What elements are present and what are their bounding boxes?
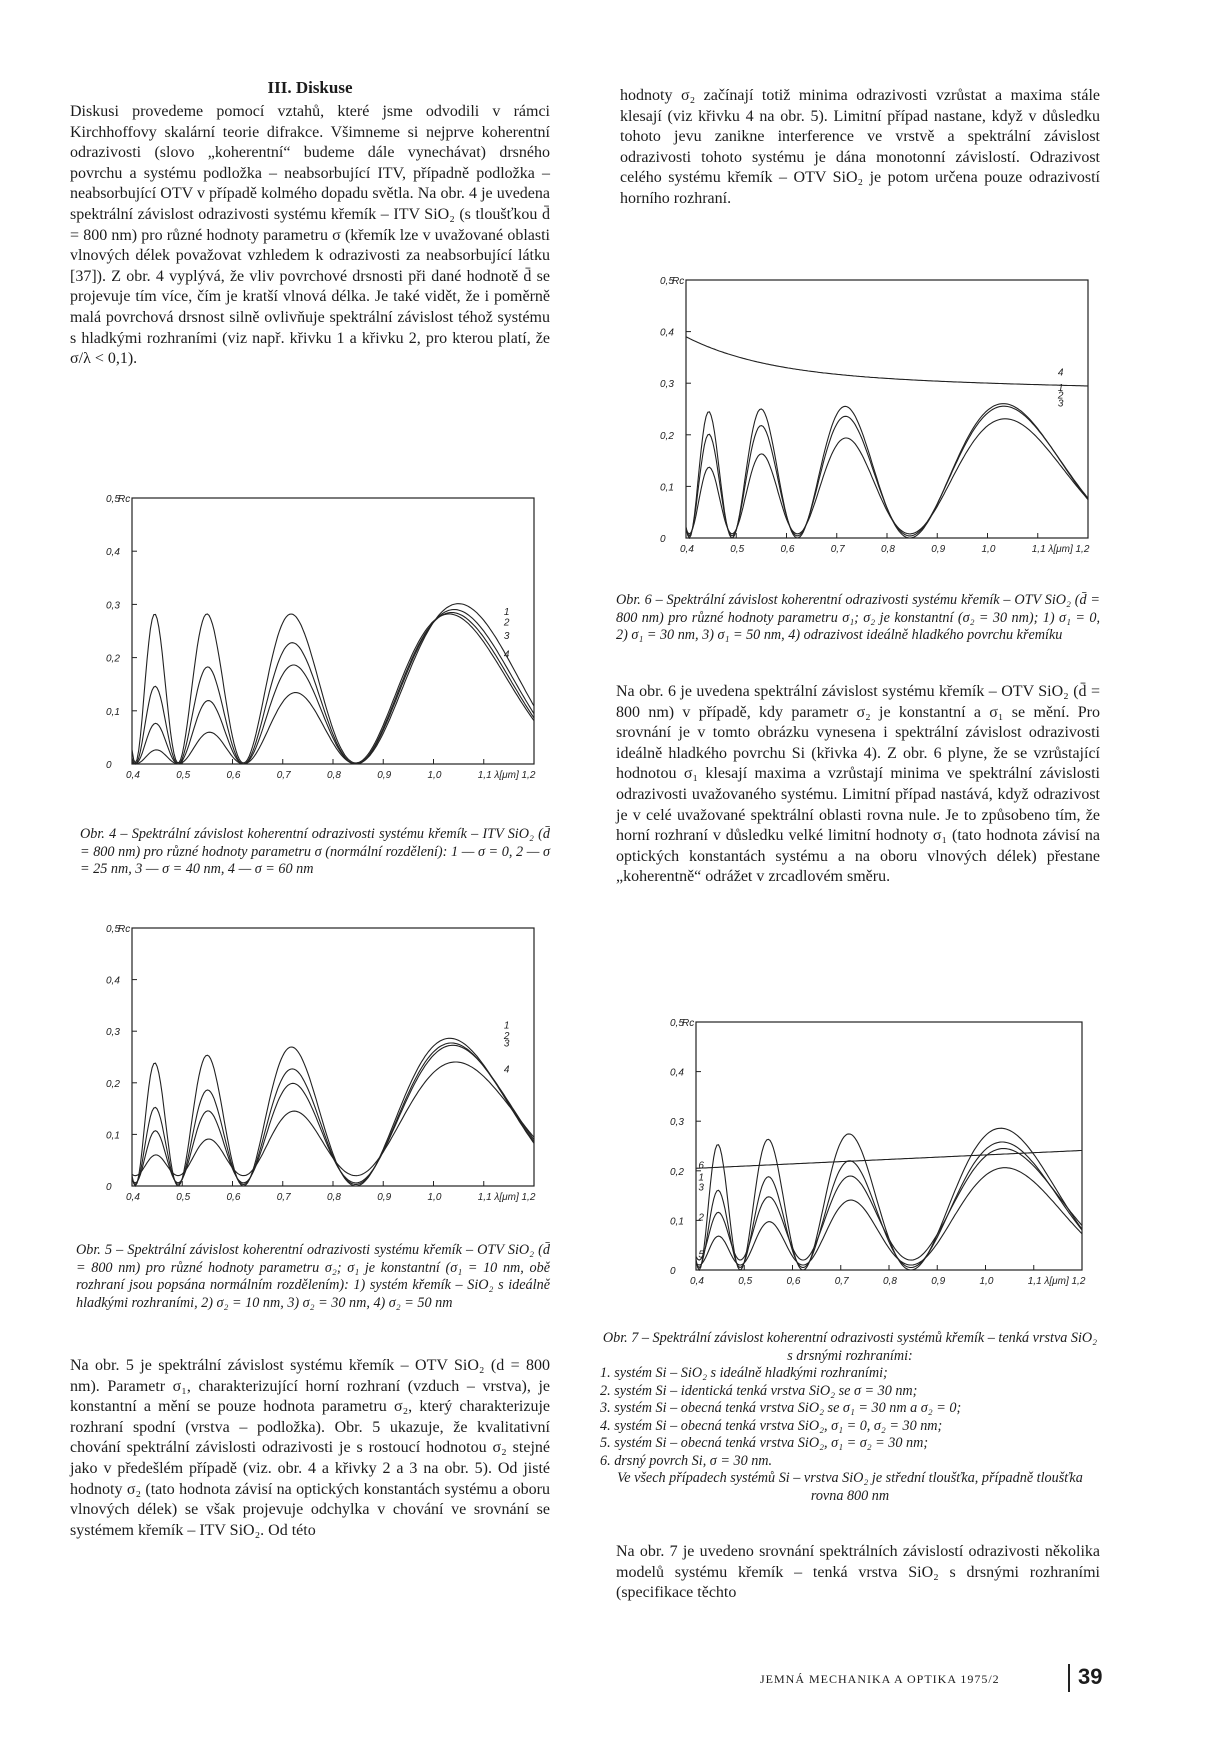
list-item: 6. drsný povrch Si, σ = 30 nm. bbox=[600, 1452, 773, 1469]
series-label: 2 bbox=[503, 617, 510, 629]
x-tick-label: 1,0 bbox=[427, 770, 442, 781]
figure-7-note: Ve všech případech systémů Si – vrstva SiO₂ je střední tloušťka, případně tloušťka rovna 800 nm bbox=[617, 1470, 1083, 1504]
x-tick-label: 0,7 bbox=[834, 1276, 849, 1287]
list-item: 4. systém Si – obecná tenká vrstva SiO₂, σ₁ = 0, σ₂ = 30 nm; bbox=[600, 1417, 943, 1434]
list-item: 5. systém Si – obecná tenká vrstva SiO₂, σ₁ = σ₂ = 30 nm; bbox=[600, 1435, 929, 1451]
series-curve bbox=[696, 1168, 1082, 1265]
figure-5-caption-box bbox=[76, 1242, 550, 1312]
figure-7-caption-title: Obr. 7 – Spektrální závislost koherentní odrazivosti systémů křemík – tenká vrstva SiO₂ s drsnými rozhraními: bbox=[602, 1330, 1098, 1364]
left-text-2 bbox=[70, 1356, 550, 1541]
left-text-1 bbox=[70, 102, 550, 370]
y-tick-label: 0,5 bbox=[106, 924, 120, 935]
figure-7-caption-box bbox=[600, 1330, 1100, 1505]
y-tick-label: 0,4 bbox=[660, 327, 674, 339]
y-tick-label: 0,4 bbox=[106, 975, 120, 987]
y-tick-label: 0 bbox=[670, 1266, 676, 1277]
series-curve bbox=[686, 404, 1088, 538]
y-tick-label: 0,1 bbox=[106, 1130, 120, 1142]
series-label: 2 bbox=[503, 1030, 510, 1042]
x-tick-label: 0,4 bbox=[126, 1192, 140, 1203]
figure-7-list bbox=[600, 1365, 1100, 1470]
y-axis-label: Rc bbox=[118, 924, 131, 935]
plot-frame bbox=[686, 280, 1088, 538]
page-number: 39 bbox=[1078, 1664, 1103, 1689]
list-item: 3. systém Si – obecná tenká vrstva SiO₂ se σ₁ = 30 nm a σ₂ = 0; bbox=[600, 1400, 962, 1416]
x-tick-label: 0,9 bbox=[931, 1276, 946, 1287]
section-heading: III. Diskuse bbox=[267, 78, 353, 97]
x-tick-label: 1,1 λ[μm] 1,2 bbox=[477, 770, 536, 781]
y-tick-label: 0,2 bbox=[660, 430, 674, 442]
x-tick-label: 0,9 bbox=[931, 544, 946, 555]
y-tick-label: 0,5 bbox=[106, 494, 120, 505]
x-tick-label: 1,0 bbox=[979, 1276, 994, 1287]
series-label: 1 bbox=[503, 607, 510, 619]
journal-footer: JEMNÁ MECHANIKA A OPTIKA 1975/2 bbox=[760, 1672, 1000, 1686]
figure-7-chart bbox=[656, 1010, 1100, 1300]
figure-5-caption: Obr. 5 – Spektrální závislost koherentní odrazivosti systému křemík – OTV SiO₂ (d̄ = 800 nm) pro různé hodnoty parametru σ₂; σ₁ je konstantní (σ₁ = 10 nm, obě rozhraní jsou popsána normálním rozdělením): 1) systém křemík – SiO₂ s ideálně hladkými rozhraními, 2) σ₂ = 10 nm, 3) σ₂ = 30 nm, 4) σ₂ = 50 nm bbox=[76, 1242, 550, 1311]
x-tick-label: 1,1 λ[μm] 1,2 bbox=[1027, 1276, 1086, 1287]
series-curve bbox=[132, 614, 534, 763]
series-label: 4 bbox=[503, 1064, 510, 1076]
paragraph: Na obr. 5 je spektrální závislost systému křemík – OTV SiO₂ (d = 800 nm). Parametr σ₁, charakterizující horní rozhraní (vzduch – vrstva), je konstantní a mění se pouze hodnota parametru σ₂, který charakterizuje rozhraní spodní (vrstva – podložka). Obr. 5 ukazuje, že kvalitativní chování spektrální závislosti odrazivosti je s rostoucí hodnotou σ₂ stejné jako v předešlém případě (viz. obr. 4 a křivky 2 a 3 na obr. 5). Od jisté hodnoty σ₂ (tato hodnota závisí na optických konstantách systému a oboru vlnových délek) se však projevuje odchylka v chování ve srovnání se systémem křemík – ITV SiO₂. Od této bbox=[70, 1357, 550, 1539]
right-text-2 bbox=[616, 682, 1100, 888]
x-tick-label: 0,6 bbox=[780, 544, 795, 555]
y-tick-label: 0,3 bbox=[660, 379, 674, 391]
paragraph: Diskusi provedeme pomocí vztahů, které jsme odvodili v rámci Kirchhoffovy skalární teorie difrakce. Všimneme si nejprve koherentní odrazivosti (slovo „koherentní“ budeme dále vynechávat) drsného povrchu a systému podložka – neabsorbující ITV, případně podložka – neabsorbující OTV v případě kolmého dopadu světla. Na obr. 4 je uvedena spektrální závislost odrazivosti systému křemík – ITV SiO₂ (s tloušťkou d̄ = 800 nm) pro různé hodnoty parametru σ (křemík lze v uvažované oblasti vlnových délek považovat vzhledem k odrazivosti za neabsorbující látku [37]). Z obr. 4 vyplývá, že vliv povrchové drsnosti při dané hodnotě d̄ se projevuje tím více, čím je kratší vlnová délka. Je také vidět, že i poměrně malá povrchová drsnost silně ovlivňuje spektrální závislost téhož systému s hladkými rozhraními (viz např. křivku 1 a křivku 2, pro kterou platí, že σ/λ < 0,1). bbox=[70, 103, 550, 368]
figure-7 bbox=[656, 1010, 1100, 1300]
paragraph: hodnoty σ₂ začínají totiž minima odrazivosti vzrůstat a maxima stále klesají (viz křivku 4 na obr. 5). Limitní případ nastane, když v důsledku tohoto jevu zanikne interference ve vrstvě a spektrální závislost odrazivosti tohoto systému je dána monotonní závislostí. Odrazivost celého systému křemík – OTV SiO₂ je potom určena pouze odrazivostí horního rozhraní. bbox=[620, 87, 1100, 207]
paragraph: Na obr. 6 je uvedena spektrální závislost systému křemík – OTV SiO₂ (d̄ = 800 nm) v případě, kdy parametr σ₂ je konstantní a σ₁ se mění. Pro srovnání je v tomto obrázku vynesena i spektrální závislost odrazivosti ideálně hladkého povrchu Si (křivka 4). Z obr. 6 plyne, že se vzrůstající hodnotou σ₁ klesají maxima a vzrůstají minima ve spektrální závislosti odrazivosti uvažovaného systému. Limitní případ nastává, když odrazivost je v celé uvažované spektrální oblasti rovna nule. Je to způsobeno tím, že horní rozhraní v důsledku velké limitní hodnoty σ₁ (tato hodnota závisí na optických konstantách systému a na oboru vlnových délek) přestane „koherentně“ odrážet v zrcadlovém směru. bbox=[616, 683, 1100, 886]
figure-6-caption: Obr. 6 – Spektrální závislost koherentní odrazivosti systému křemík – OTV SiO₂ (d̄ = 800 nm) pro různé hodnoty parametru σ₁; σ₂ je konstantní (σ₂ = 30 nm); 1) σ₁ = 0, 2) σ₁ = 30 nm, 3) σ₁ = 50 nm, 4) odrazivost ideálně hladkého povrchu křemíku bbox=[616, 592, 1100, 643]
figure-4 bbox=[92, 486, 552, 794]
series-label: 2 bbox=[1057, 390, 1064, 402]
y-tick-label: 0 bbox=[106, 1182, 112, 1193]
y-tick-label: 0 bbox=[660, 534, 666, 545]
series-label: 1 bbox=[503, 1020, 510, 1032]
series-label: 4 bbox=[1057, 367, 1064, 379]
y-tick-label: 0,2 bbox=[106, 1078, 120, 1090]
y-tick-label: 0,5 bbox=[670, 1018, 684, 1029]
y-tick-label: 0,5 bbox=[660, 276, 674, 287]
series-label: 6 bbox=[698, 1160, 704, 1172]
series-curve bbox=[132, 613, 534, 765]
y-axis-label: Rc bbox=[118, 494, 131, 505]
figure-4-caption-box bbox=[80, 826, 550, 879]
plot-frame bbox=[696, 1022, 1082, 1270]
x-tick-label: 0,5 bbox=[730, 544, 745, 555]
series-label: 2 bbox=[698, 1212, 704, 1224]
right-text-3 bbox=[616, 1542, 1100, 1604]
x-tick-label: 0,5 bbox=[176, 1192, 191, 1203]
series-label: 5 bbox=[698, 1249, 704, 1261]
figure-6-chart bbox=[646, 268, 1106, 568]
x-tick-label: 0,9 bbox=[377, 1192, 392, 1203]
y-tick-label: 0,2 bbox=[670, 1166, 684, 1178]
x-tick-label: 0,4 bbox=[126, 770, 140, 781]
y-tick-label: 0,1 bbox=[660, 482, 674, 494]
series-label: 4 bbox=[503, 649, 510, 661]
figure-6 bbox=[646, 268, 1106, 568]
x-tick-label: 1,1 λ[μm] 1,2 bbox=[1031, 544, 1090, 555]
figure-6-caption-box bbox=[616, 592, 1100, 645]
y-tick-label: 0,3 bbox=[106, 1027, 120, 1039]
list-item: 2. systém Si – identická tenká vrstva SiO₂ se σ = 30 nm; bbox=[600, 1382, 918, 1399]
x-tick-label: 0,6 bbox=[226, 770, 241, 781]
x-tick-label: 0,7 bbox=[276, 770, 291, 781]
figure-5 bbox=[92, 916, 552, 1216]
y-tick-label: 0,1 bbox=[670, 1216, 684, 1228]
figure-4-chart bbox=[92, 486, 552, 794]
paragraph: Na obr. 7 je uvedeno srovnání spektrálních závislostí odrazivosti několika modelů systému křemík – tenká vrstva SiO₂ s drsnými rozhraními (specifikace těchto bbox=[616, 1543, 1100, 1602]
x-tick-label: 0,6 bbox=[226, 1192, 241, 1203]
series-label: 3 bbox=[503, 1038, 510, 1050]
list-item: 1. systém Si – SiO₂ s ideálně hladkými rozhraními; bbox=[600, 1365, 888, 1381]
y-tick-label: 0,1 bbox=[106, 706, 120, 718]
x-tick-label: 0,8 bbox=[883, 1276, 897, 1287]
x-tick-label: 0,8 bbox=[881, 544, 895, 555]
series-curve bbox=[686, 337, 1088, 386]
x-tick-label: 1,0 bbox=[981, 544, 996, 555]
x-tick-label: 1,1 λ[μm] 1,2 bbox=[477, 1192, 536, 1203]
x-tick-label: 0,8 bbox=[327, 1192, 341, 1203]
series-label: 3 bbox=[503, 630, 510, 642]
y-tick-label: 0,3 bbox=[106, 600, 120, 612]
series-label: 1 bbox=[1057, 382, 1064, 394]
y-axis-label: Rc bbox=[682, 1018, 695, 1029]
x-tick-label: 0,7 bbox=[830, 544, 845, 555]
right-text-1 bbox=[620, 86, 1100, 210]
x-tick-label: 0,6 bbox=[786, 1276, 801, 1287]
y-tick-label: 0,2 bbox=[106, 653, 120, 665]
x-tick-label: 0,4 bbox=[690, 1276, 704, 1287]
x-tick-label: 0,4 bbox=[680, 544, 694, 555]
x-tick-label: 0,7 bbox=[276, 1192, 291, 1203]
series-curve bbox=[132, 1038, 534, 1186]
figure-5-chart bbox=[92, 916, 552, 1216]
x-tick-label: 0,5 bbox=[738, 1276, 753, 1287]
footer-divider bbox=[1068, 1664, 1070, 1692]
y-axis-label: Rc bbox=[672, 276, 685, 287]
y-tick-label: 0 bbox=[106, 760, 112, 771]
y-tick-label: 0,3 bbox=[670, 1117, 684, 1129]
y-tick-label: 0,4 bbox=[106, 547, 120, 559]
x-tick-label: 0,9 bbox=[377, 770, 392, 781]
x-tick-label: 0,8 bbox=[327, 770, 341, 781]
series-label: 1 bbox=[698, 1172, 704, 1184]
x-tick-label: 0,5 bbox=[176, 770, 191, 781]
series-label: 3 bbox=[698, 1182, 704, 1194]
figure-4-caption: Obr. 4 – Spektrální závislost koherentní odrazivosti systému křemík – ITV SiO₂ (d̄ = 800 nm) pro různé hodnoty parametru σ (normální rozdělení): 1 — σ = 0, 2 — σ = 25 nm, 3 — σ = 40 nm, 4 — σ = 60 nm bbox=[80, 826, 550, 877]
plot-frame bbox=[132, 498, 534, 764]
y-tick-label: 0,4 bbox=[670, 1067, 684, 1079]
series-label: 3 bbox=[1057, 398, 1064, 410]
x-tick-label: 1,0 bbox=[427, 1192, 442, 1203]
